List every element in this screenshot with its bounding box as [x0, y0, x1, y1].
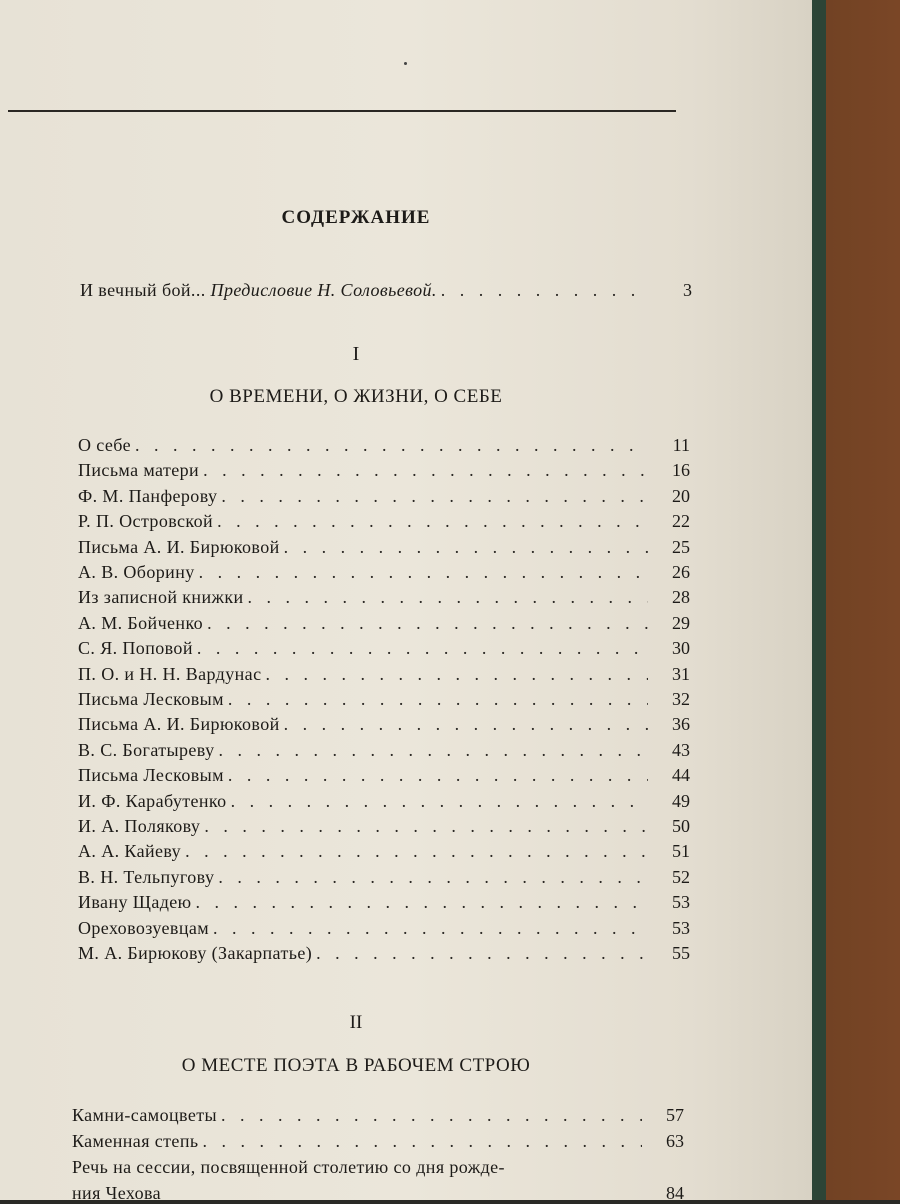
entry-title: О себе — [78, 435, 132, 455]
page-number: 31 — [672, 663, 690, 684]
toc-entry — [72, 1180, 684, 1204]
toc-entry — [78, 457, 690, 481]
entry-title: Р. П. Островской — [78, 511, 214, 532]
entry-title: П. О. и Н. Н. Вардунас — [78, 663, 262, 684]
toc-entry — [78, 534, 690, 558]
toc-entry — [78, 483, 690, 507]
toc-entry — [72, 1102, 684, 1126]
page-number: 25 — [672, 536, 690, 557]
page-number: 22 — [672, 511, 690, 532]
leader-dots — [217, 1105, 642, 1126]
entry-title: А. В. Оборину — [78, 562, 195, 582]
toc-entry — [78, 508, 690, 532]
page-number: 53 — [672, 917, 690, 938]
entry-title: Камни-самоцветы — [72, 1105, 217, 1125]
entry-title: Письма А. И. Бирюковой — [78, 536, 280, 557]
entry-title: И. Ф. Карабутенко — [78, 790, 227, 811]
entry-title: М. А. Бирюкову (Закарпатье) — [78, 943, 313, 963]
section-heading-1: О ВРЕМЕНИ, О ЖИЗНИ, О СЕБЕ — [209, 386, 503, 407]
page-number: 50 — [672, 816, 690, 836]
leader-dots — [200, 816, 648, 837]
preface-italic: Предисловие Н. Соловьевой. — [210, 280, 437, 300]
toc-preface — [80, 277, 692, 301]
toc-entry — [78, 711, 690, 735]
toc-entry — [78, 788, 690, 812]
toc-entry — [78, 686, 690, 710]
leader-dots — [213, 511, 648, 532]
page-number: 52 — [672, 866, 690, 887]
leader-dots — [437, 280, 650, 301]
leader-dots — [244, 587, 648, 608]
page-number: 51 — [672, 841, 690, 862]
entry-title: Письма А. И. Бирюковой — [78, 714, 280, 735]
entry-title: Ф. М. Панферову — [78, 485, 218, 506]
leader-dots — [203, 613, 648, 634]
entry-title: В. С. Богатыреву — [78, 739, 215, 760]
leader-dots — [280, 714, 648, 735]
page-number: 11 — [672, 435, 690, 455]
toc-entry — [78, 813, 690, 837]
toc-entry — [78, 635, 690, 659]
section-heading-2: О МЕСТЕ ПОЭТА В РАБОЧЕМ СТРОЮ — [181, 1055, 531, 1076]
leader-dots — [224, 765, 648, 786]
toc-entry — [72, 1128, 684, 1152]
entry-title: И. А. Полякову — [78, 816, 201, 836]
entry-title: С. Я. Поповой — [78, 638, 193, 659]
toc-entry — [78, 940, 690, 964]
entry-title: Письма Лесковым — [78, 765, 224, 786]
toc-entry — [78, 559, 690, 583]
leader-dots — [224, 689, 648, 710]
page-number: 16 — [672, 460, 690, 481]
toc-entry — [78, 838, 690, 862]
toc-entry — [78, 584, 690, 608]
leader-dots — [181, 841, 648, 862]
page-number: 53 — [672, 892, 690, 913]
leader-dots — [215, 740, 649, 761]
page-number: 30 — [672, 638, 690, 659]
page-number: 26 — [672, 562, 690, 582]
entry-title: Письма Лесковым — [78, 689, 224, 709]
entry-title: Ивану Щадею — [78, 892, 192, 913]
page-number: 55 — [672, 943, 690, 963]
entry-title: Ореховозуевцам — [78, 917, 210, 938]
page-number: 63 — [666, 1131, 684, 1151]
leader-dots — [261, 664, 648, 685]
leader-dots — [195, 562, 648, 583]
toc-entry — [78, 864, 690, 888]
page-number: 36 — [672, 714, 690, 735]
header-rule — [8, 110, 676, 112]
toc-entry — [72, 1154, 684, 1178]
page-number: 43 — [672, 739, 690, 760]
page-number: 84 — [666, 1183, 684, 1203]
toc-entry — [78, 762, 690, 786]
entry-title: А. М. Бойченко — [78, 612, 204, 633]
leader-dots — [312, 943, 648, 964]
toc-entry — [78, 737, 690, 761]
leader-dots — [209, 918, 648, 939]
toc-entry — [78, 661, 690, 685]
entry-title: А. А. Кайеву — [78, 841, 182, 862]
entry-title: Письма матери — [78, 460, 200, 481]
section-numeral-1: I — [352, 343, 360, 365]
section-numeral-2: II — [349, 1012, 363, 1033]
leader-dots — [131, 435, 648, 456]
toc-entry — [78, 610, 690, 634]
leader-dots — [280, 537, 648, 558]
leader-dots — [217, 486, 648, 507]
page-number: 32 — [672, 689, 690, 709]
leader-dots — [193, 638, 648, 659]
leader-dots — [198, 1131, 642, 1152]
page-number: 44 — [672, 765, 690, 786]
entry-title: В. Н. Тельпугову — [78, 866, 215, 887]
page-title: СОДЕРЖАНИЕ — [281, 207, 431, 228]
leader-dots — [227, 791, 648, 812]
ink-speck — [404, 62, 407, 65]
toc-entry — [78, 432, 690, 456]
toc-entry — [78, 889, 690, 913]
leader-dots — [214, 867, 648, 888]
leader-dots — [192, 892, 648, 913]
page-number: 28 — [672, 587, 690, 608]
entry-title: Речь на сессии, посвященной столетию со дня рожде- — [72, 1157, 505, 1177]
toc-entry — [78, 915, 690, 939]
entry-title: Каменная степь — [72, 1131, 199, 1151]
preface-text: И вечный бой... — [80, 280, 206, 300]
page-number: 20 — [672, 485, 690, 506]
page-number: 29 — [672, 612, 690, 633]
page-number: 49 — [672, 790, 690, 811]
entry-title: Из записной книжки — [78, 587, 244, 608]
leader-dots — [199, 460, 648, 481]
page-number: 3 — [683, 280, 692, 300]
page-number: 57 — [666, 1105, 684, 1125]
entry-title: ния Чехова — [72, 1183, 162, 1203]
